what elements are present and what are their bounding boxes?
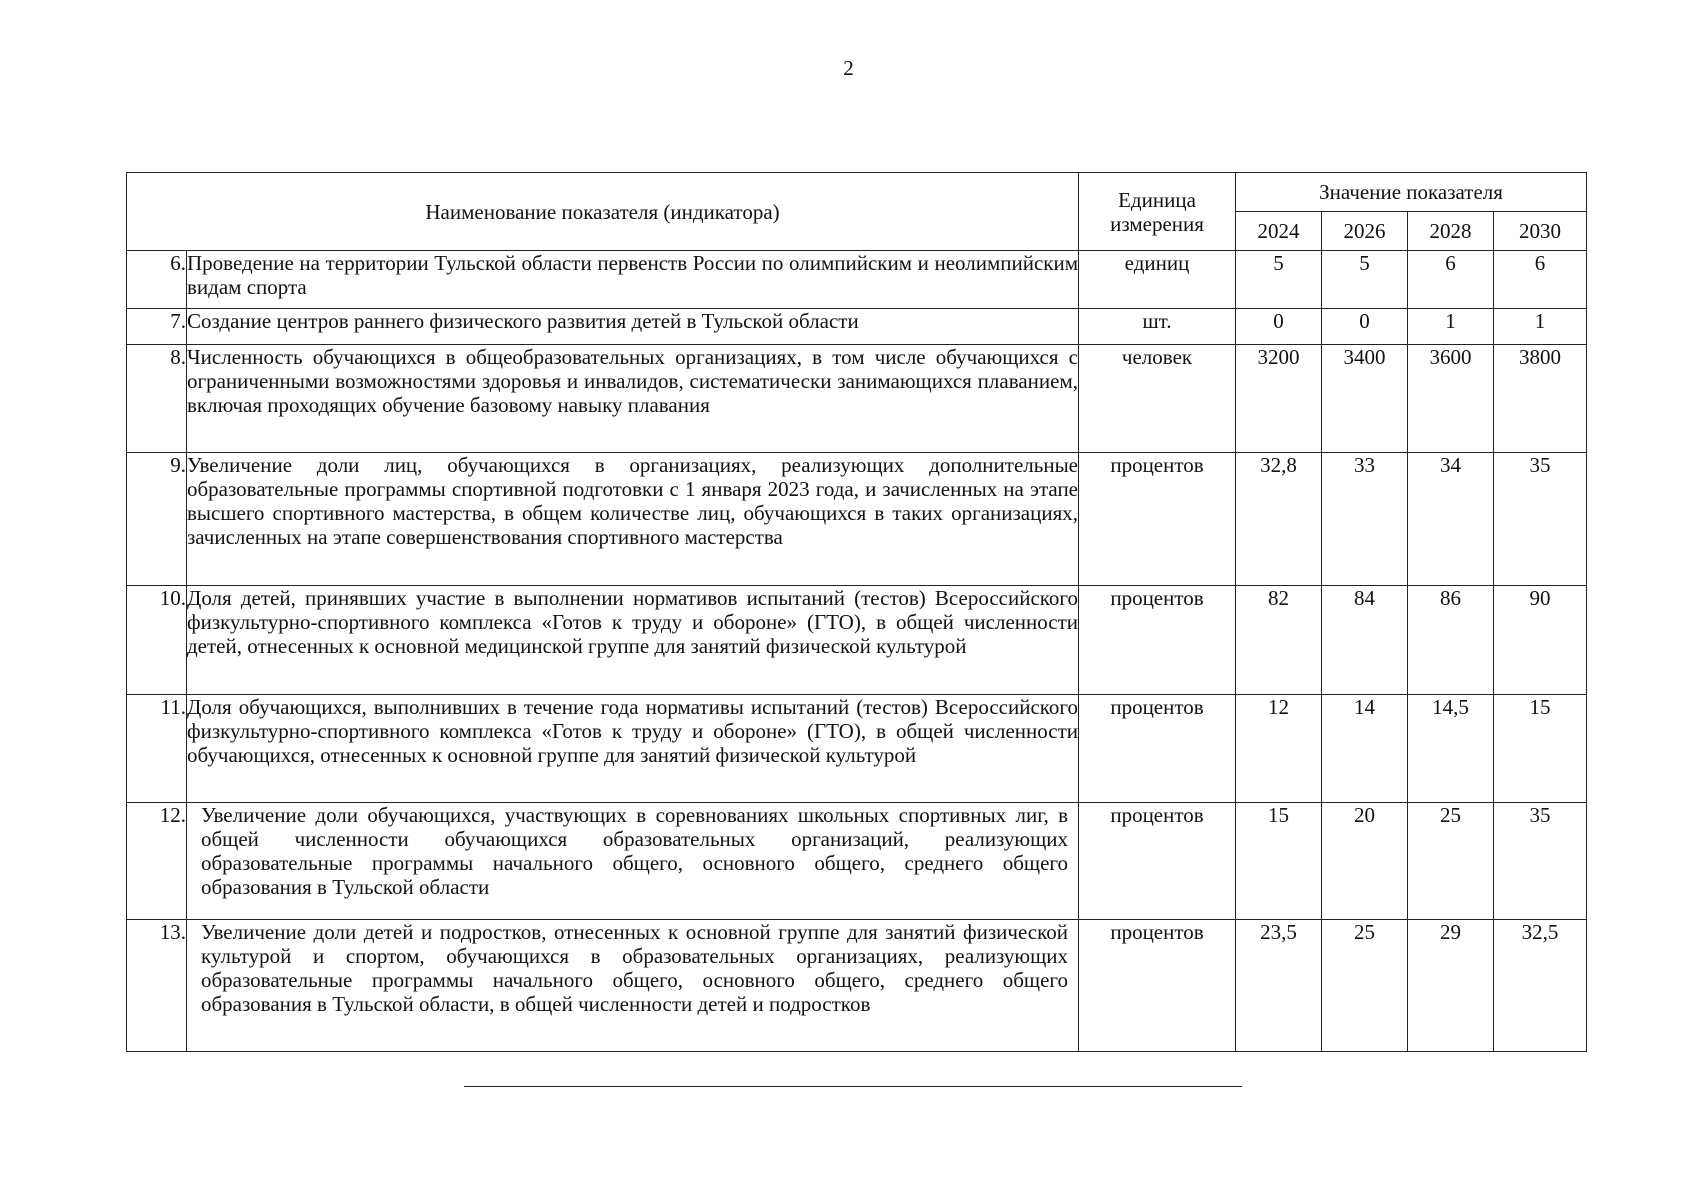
- value-cell: 33: [1322, 453, 1408, 586]
- value-cell: 5: [1236, 251, 1322, 309]
- row-number: 6.: [127, 251, 187, 309]
- header-name: Наименование показателя (индикатора): [127, 173, 1079, 251]
- row-number: 12.: [127, 803, 187, 920]
- value-cell: 86: [1408, 586, 1494, 695]
- unit-cell: единиц: [1079, 251, 1236, 309]
- row-number: 8.: [127, 345, 187, 453]
- value-cell: 0: [1236, 309, 1322, 345]
- value-cell: 20: [1322, 803, 1408, 920]
- indicator-name: Увеличение доли лиц, обучающихся в организациях, реализующих дополнительные образовательные программы спортивной подготовки с 1 января 2023 года, и зачисленных на этапе высшего спортивного мастерства, в общем количестве лиц, обучающихся в таких организациях, зачисленных на этапе совершенствования спортивного мастерства: [187, 453, 1079, 586]
- value-cell: 25: [1322, 920, 1408, 1052]
- indicator-name: Увеличение доли обучающихся, участвующих в соревнованиях школьных спортивных лиг, в общей численности обучающихся образовательных организаций, реализующих образовательные программы начального общего, основного общего, среднего общего образования в Тульской области: [187, 803, 1079, 920]
- value-cell: 84: [1322, 586, 1408, 695]
- value-cell: 3600: [1408, 345, 1494, 453]
- value-cell: 3800: [1494, 345, 1587, 453]
- value-cell: 5: [1322, 251, 1408, 309]
- indicator-name: Проведение на территории Тульской области первенств России по олимпийским и неолимпийским видам спорта: [187, 251, 1079, 309]
- value-cell: 1: [1494, 309, 1587, 345]
- row-number: 11.: [127, 695, 187, 803]
- value-cell: 3400: [1322, 345, 1408, 453]
- table-row: [127, 309, 1587, 345]
- header-year: 2024: [1236, 212, 1322, 251]
- value-cell: 12: [1236, 695, 1322, 803]
- indicator-name: Увеличение доли детей и подростков, отнесенных к основной группе для занятий физической культурой и спортом, обучающихся в образовательных организациях, реализующих образовательные программы начального общего, основного общего, среднего общего образования в Тульской области, в общей численности детей и подростков: [187, 920, 1079, 1052]
- indicator-name: Доля детей, принявших участие в выполнении нормативов испытаний (тестов) Всероссийского физкультурно-спортивного комплекса «Готов к труду и обороне» (ГТО), в общей численности детей, отнесенных к основной медицинской группе для занятий физической культурой: [187, 586, 1079, 695]
- unit-cell: процентов: [1079, 920, 1236, 1052]
- table-row: [127, 803, 1587, 920]
- table-row: [127, 586, 1587, 695]
- table-row: [127, 920, 1587, 1052]
- indicator-name: Доля обучающихся, выполнивших в течение года нормативы испытаний (тестов) Всероссийского физкультурно-спортивного комплекса «Готов к труду и обороне» (ГТО), в общей численности обучающихся, отнесенных к основной группе для занятий физической культурой: [187, 695, 1079, 803]
- row-number: 13.: [127, 920, 187, 1052]
- value-cell: 15: [1494, 695, 1587, 803]
- unit-cell: процентов: [1079, 586, 1236, 695]
- unit-cell: процентов: [1079, 695, 1236, 803]
- value-cell: 82: [1236, 586, 1322, 695]
- value-cell: 14: [1322, 695, 1408, 803]
- value-cell: 34: [1408, 453, 1494, 586]
- header-unit: Единица измерения: [1079, 173, 1236, 251]
- value-cell: 90: [1494, 586, 1587, 695]
- table-header: [127, 173, 1587, 251]
- unit-cell: процентов: [1079, 803, 1236, 920]
- value-cell: 14,5: [1408, 695, 1494, 803]
- page-number: 2: [843, 56, 854, 80]
- value-cell: 32,5: [1494, 920, 1587, 1052]
- value-cell: 25: [1408, 803, 1494, 920]
- value-cell: 29: [1408, 920, 1494, 1052]
- value-cell: 6: [1408, 251, 1494, 309]
- header-year: 2028: [1408, 212, 1494, 251]
- value-cell: 35: [1494, 453, 1587, 586]
- value-cell: 35: [1494, 803, 1587, 920]
- unit-cell: человек: [1079, 345, 1236, 453]
- value-cell: 3200: [1236, 345, 1322, 453]
- value-cell: 6: [1494, 251, 1587, 309]
- value-cell: 32,8: [1236, 453, 1322, 586]
- table-row: [127, 345, 1587, 453]
- header-value-group: Значение показателя: [1236, 173, 1587, 212]
- table-row: [127, 695, 1587, 803]
- footer-divider: [464, 1086, 1242, 1087]
- header-year: 2030: [1494, 212, 1587, 251]
- table-row: [127, 453, 1587, 586]
- unit-cell: шт.: [1079, 309, 1236, 345]
- unit-cell: процентов: [1079, 453, 1236, 586]
- indicator-name: Численность обучающихся в общеобразовательных организациях, в том числе обучающихся с ограниченными возможностями здоровья и инвалидов, систематически занимающихся плаванием, включая проходящих обучение базовому навыку плавания: [187, 345, 1079, 453]
- value-cell: 15: [1236, 803, 1322, 920]
- indicator-name: Создание центров раннего физического развития детей в Тульской области: [187, 309, 1079, 345]
- row-number: 7.: [127, 309, 187, 345]
- row-number: 10.: [127, 586, 187, 695]
- table-row: [127, 251, 1587, 309]
- indicators-table: [126, 172, 1587, 1052]
- header-year: 2026: [1322, 212, 1408, 251]
- value-cell: 23,5: [1236, 920, 1322, 1052]
- value-cell: 1: [1408, 309, 1494, 345]
- value-cell: 0: [1322, 309, 1408, 345]
- row-number: 9.: [127, 453, 187, 586]
